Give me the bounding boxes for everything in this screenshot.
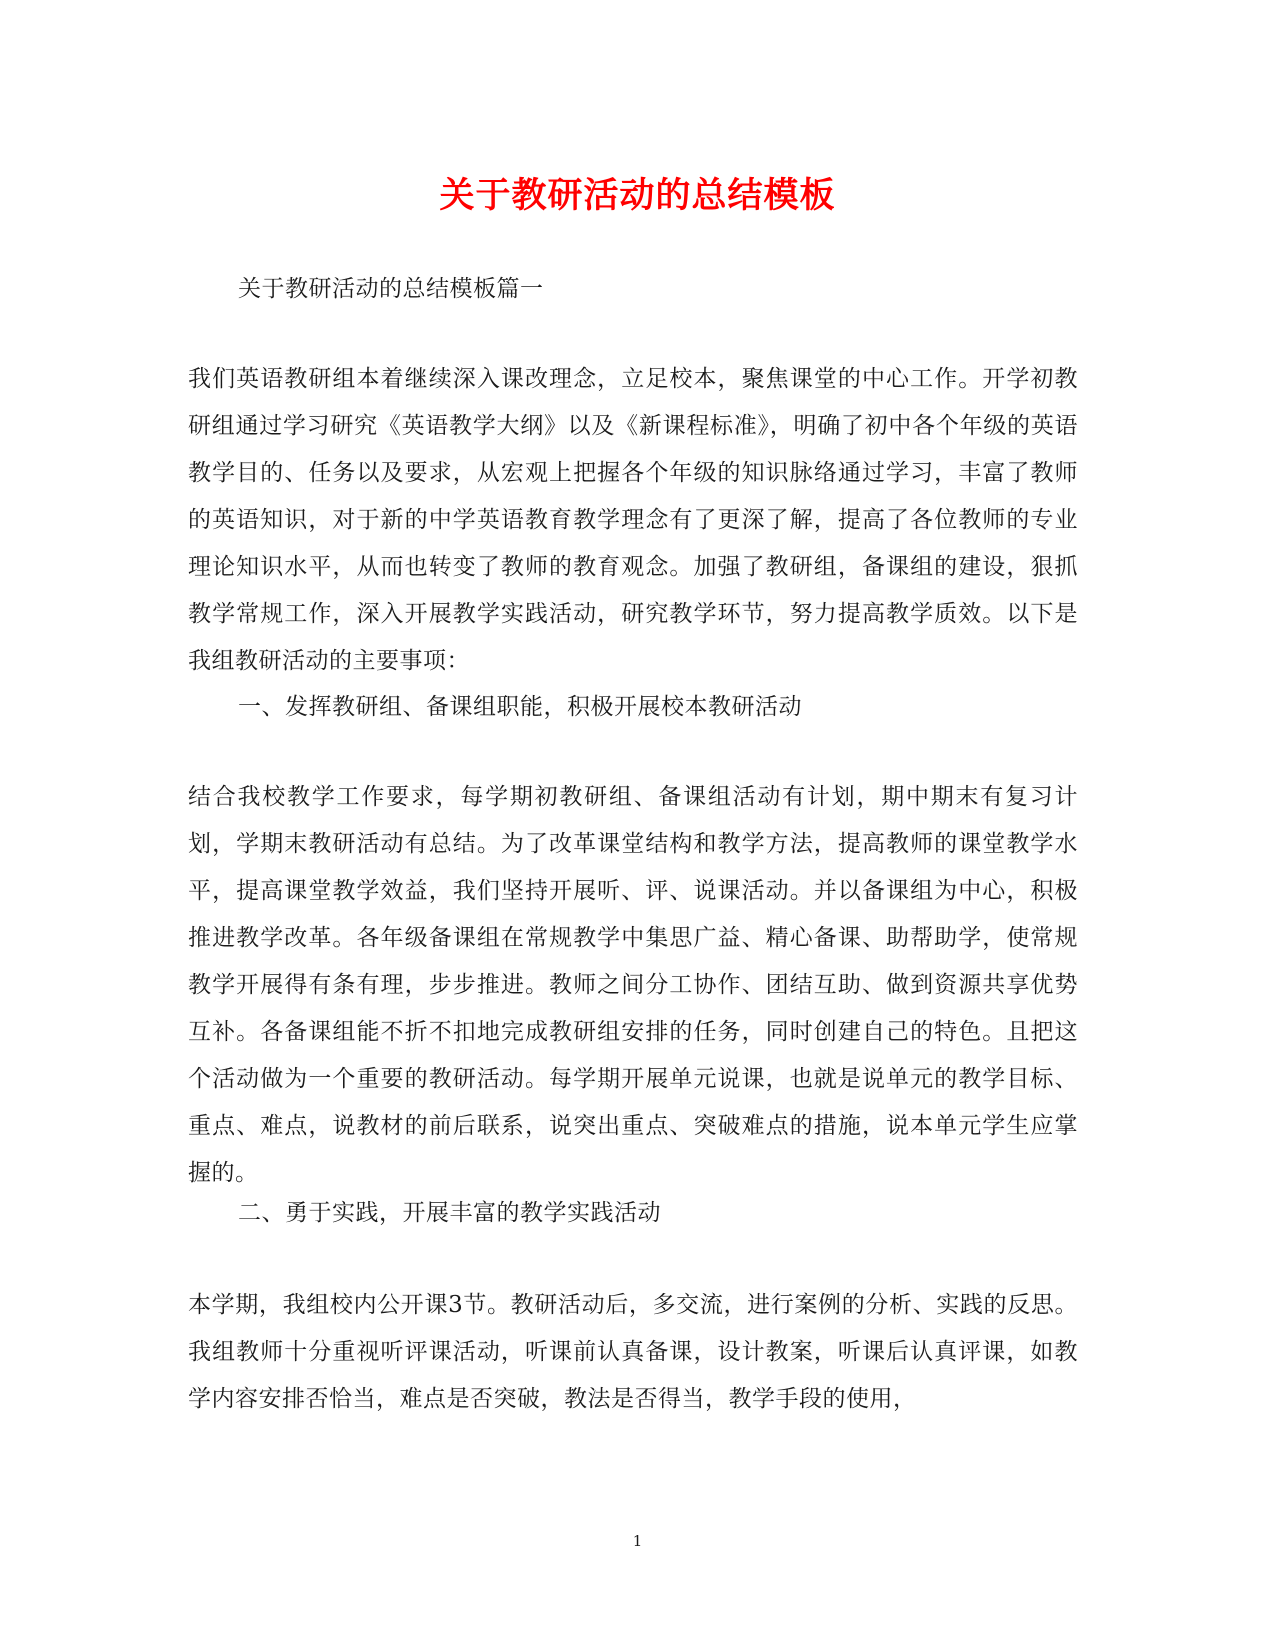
section-heading-1: 一、发挥教研组、备课组职能，积极开展校本教研活动 bbox=[238, 694, 802, 720]
paragraph-2: 结合我校教学工作要求，每学期初教研组、备课组活动有计划，期中期末有复习计划，学期末教研活动有总结。为了改革课堂结构和教学方法，提高教师的课堂教学水平，提高课堂教学效益，我们坚持开展听、评、说课活动。并以备课组为中心，积极推进教学改革。各年级备课组在常规教学中集思广益、精心备课、助帮助学，使常规教学开展得有条有理，步步推进。教师之间分工协作、团结互助、做到资源共享优势互补。各备课组能不折不扣地完成教研组安排的任务，同时创建自己的特色。且把这个活动做为一个重要的教研活动。每学期开展单元说课，也就是说单元的教学目标、重点、难点，说教材的前后联系，说突出重点、突破难点的措施，说本单元学生应掌握的。 bbox=[188, 784, 1078, 1186]
paragraph-3: 本学期，我组校内公开课3节。教研活动后，多交流，进行案例的分析、实践的反思。我组教师十分重视听评课活动，听课前认真备课，设计教案，听课后认真评课，如教学内容安排否恰当，难点是否突破，教法是否得当，教学手段的使用， bbox=[188, 1292, 1078, 1412]
page-number: 1 bbox=[632, 1532, 643, 1550]
document-title: 关于教研活动的总结模板 bbox=[439, 175, 836, 216]
document-subtitle: 关于教研活动的总结模板篇一 bbox=[238, 276, 544, 302]
paragraph-1: 我们英语教研组本着继续深入课改理念，立足校本，聚焦课堂的中心工作。开学初教研组通过学习研究《英语教学大纲》以及《新课程标准》，明确了初中各个年级的英语教学目的、任务以及要求，从宏观上把握各个年级的知识脉络通过学习，丰富了教师的英语知识，对于新的中学英语教育教学理念有了更深了解，提高了各位教师的专业理论知识水平，从而也转变了教师的教育观念。加强了教研组，备课组的建设，狠抓教学常规工作，深入开展教学实践活动，研究教学环节，努力提高教学质效。以下是我组教研活动的主要事项： bbox=[188, 366, 1078, 674]
section-heading-2: 二、勇于实践，开展丰富的教学实践活动 bbox=[238, 1200, 661, 1226]
